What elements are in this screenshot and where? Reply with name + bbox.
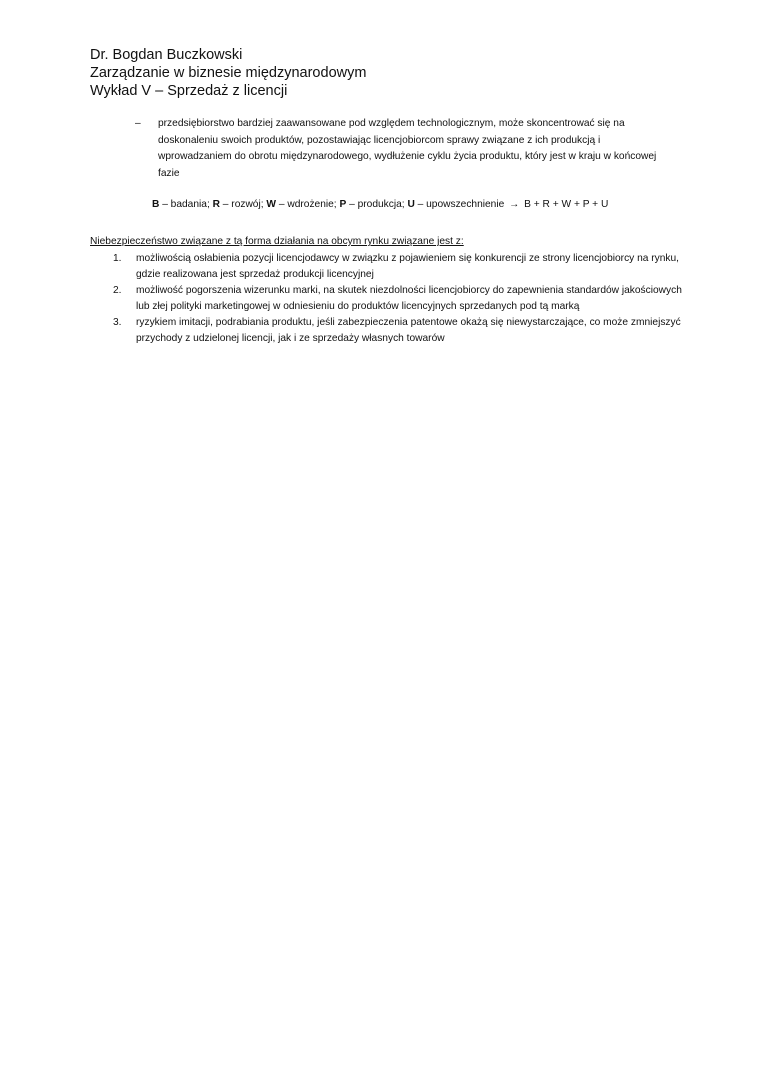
list-item-text: możliwością osłabienia pozycji licencjodawcy w związku z pojawieniem się konkurencji ze strony licencjobiorcy na rynku, gdzie realizowana jest sprzedaż produkcji licencyjnej [136, 253, 679, 280]
formula-r-letter: R [212, 199, 220, 210]
formula-b-text: – badania; [159, 199, 213, 210]
list-item [113, 283, 683, 315]
formula-result: B + R + W + P + U [521, 199, 609, 210]
document-header [90, 46, 366, 100]
danger-list [113, 251, 683, 347]
formula-u-letter: U [407, 199, 415, 210]
formula-b-letter: B [152, 199, 160, 210]
formula-w-letter: W [266, 199, 277, 210]
list-item [113, 251, 683, 283]
lecture-title: Wykład V – Sprzedaż z licencji [90, 83, 288, 99]
list-item-number: 3. [113, 317, 122, 328]
dash-bullet: – [135, 118, 141, 129]
formula-w-text: – wdrożenie; [276, 199, 340, 210]
formula-u-text: – upowszechnienie [414, 199, 508, 210]
list-item [113, 315, 683, 347]
formula-p-letter: P [339, 199, 347, 210]
danger-heading: Niebezpieczeństwo związane z tą forma działania na obcym rynku związane jest z: [90, 236, 464, 247]
dash-item-text: przedsiębiorstwo bardziej zaawansowane pod względem technologicznym, może skoncentrować się na doskonaleniu swoich produktów, pozostawiając licencjobiorcom sprawy związane z ich produkcją i wprowadzaniem do obrotu międzynarodowego, wydłużenie cyklu życia produktu, który jest w kraju w końcowej fazie [158, 118, 657, 179]
dash-list-item [135, 116, 675, 182]
list-item-text: możliwość pogorszenia wizerunku marki, na skutek niezdolności licencjobiorcy do zapewnienia standardów jakościowych lub złej polityki marketingowej w odniesieniu do produktów licencyjnych sprzedanych pod tą marką [136, 285, 682, 312]
arrow-right-icon: → [509, 199, 520, 210]
cycle-formula [152, 198, 608, 212]
course-title: Zarządzanie w biznesie międzynarodowym [90, 65, 367, 81]
list-item-number: 2. [113, 285, 122, 296]
formula-p-text: – produkcja; [346, 199, 408, 210]
author-name: Dr. Bogdan Buczkowski [90, 47, 243, 63]
list-item-number: 1. [113, 253, 122, 264]
formula-r-text: – rozwój; [219, 199, 267, 210]
list-item-text: ryzykiem imitacji, podrabiania produktu, jeśli zabezpieczenia patentowe okażą się niewystarczające, co może zmniejszyć przychody z udzielonej licencji, jak i ze sprzedaży własnych towarów [136, 317, 681, 344]
